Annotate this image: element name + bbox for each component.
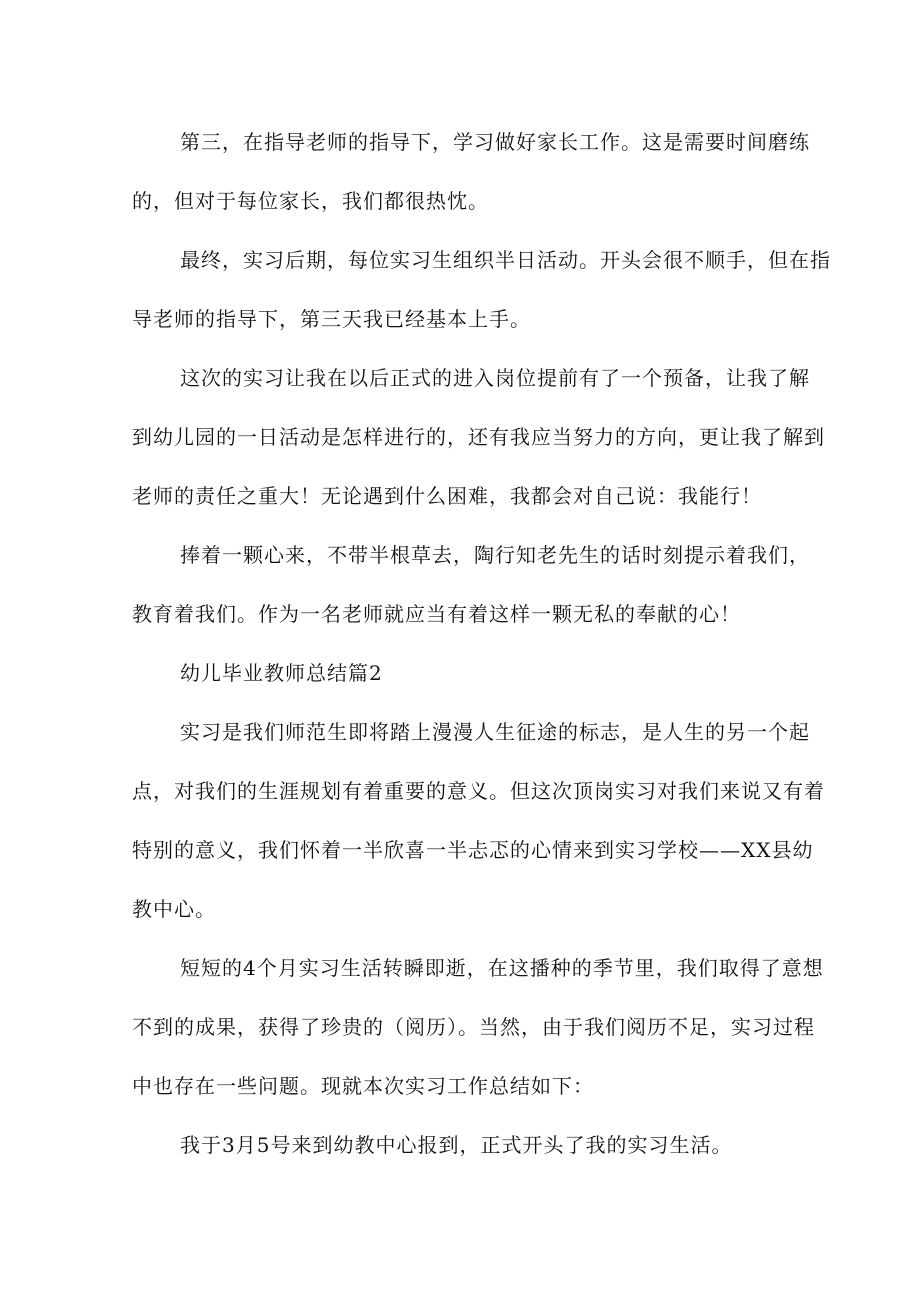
paragraph	[132, 231, 831, 349]
paragraph-line: 点，对我们的生涯规划有着重要的意义。但这次顶岗实习对我们来说又有着	[132, 779, 825, 803]
paragraph	[132, 1116, 800, 1175]
paragraph-line: 短短的4个月实习生活转瞬即逝，在这播种的季节里，我们取得了意想	[180, 956, 824, 980]
paragraph-line: 老师的责任之重大！无论遇到什么困难，我都会对自己说：我能行！	[132, 484, 762, 508]
paragraph-line: 的，但对于每位家长，我们都很热忱。	[132, 189, 489, 213]
paragraph-line: 导老师的指导下，第三天我已经基本上手。	[132, 307, 531, 331]
paragraph-line: 最终，实习后期，每位实习生组织半日活动。开头会很不顺手，但在指	[180, 248, 831, 272]
heading-text: 幼儿毕业教师总结篇2	[180, 661, 383, 685]
paragraph-line: 第三，在指导老师的指导下，学习做好家长工作。这是需要时间磨练	[180, 130, 810, 154]
paragraph	[132, 349, 825, 526]
paragraph	[132, 526, 810, 644]
paragraph	[132, 113, 810, 231]
paragraph-line: 教育着我们。作为一名老师就应当有着这样一颗无私的奉献的心！	[132, 602, 741, 626]
paragraph	[132, 939, 824, 1116]
paragraph-line: 实习是我们师范生即将踏上漫漫人生征途的标志，是人生的另一个起	[180, 720, 810, 744]
paragraph-line: 我于3月5号来到幼教中心报到，正式开头了我的实习生活。	[180, 1133, 733, 1157]
paragraph-line: 不到的成果，获得了珍贵的（阅历）。当然，由于我们阅历不足，实习过程	[132, 1015, 815, 1039]
paragraph-line: 这次的实习让我在以后正式的进入岗位提前有了一个预备，让我了解	[180, 366, 810, 390]
paragraph-line: 特别的意义，我们怀着一半欣喜一半忐忑的心情来到实习学校——XX县幼	[132, 838, 814, 862]
paragraph-line: 到幼儿园的一日活动是怎样进行的，还有我应当努力的方向，更让我了解到	[132, 425, 825, 449]
paragraph-line: 教中心。	[132, 897, 216, 921]
paragraph	[132, 703, 825, 939]
section-heading	[132, 644, 800, 703]
paragraph-line: 捧着一颗心来，不带半根草去，陶行知老先生的话时刻提示着我们，	[180, 543, 810, 567]
paragraph-line: 中也存在一些问题。现就本次实习工作总结如下：	[132, 1074, 594, 1098]
document-body	[132, 113, 831, 1175]
